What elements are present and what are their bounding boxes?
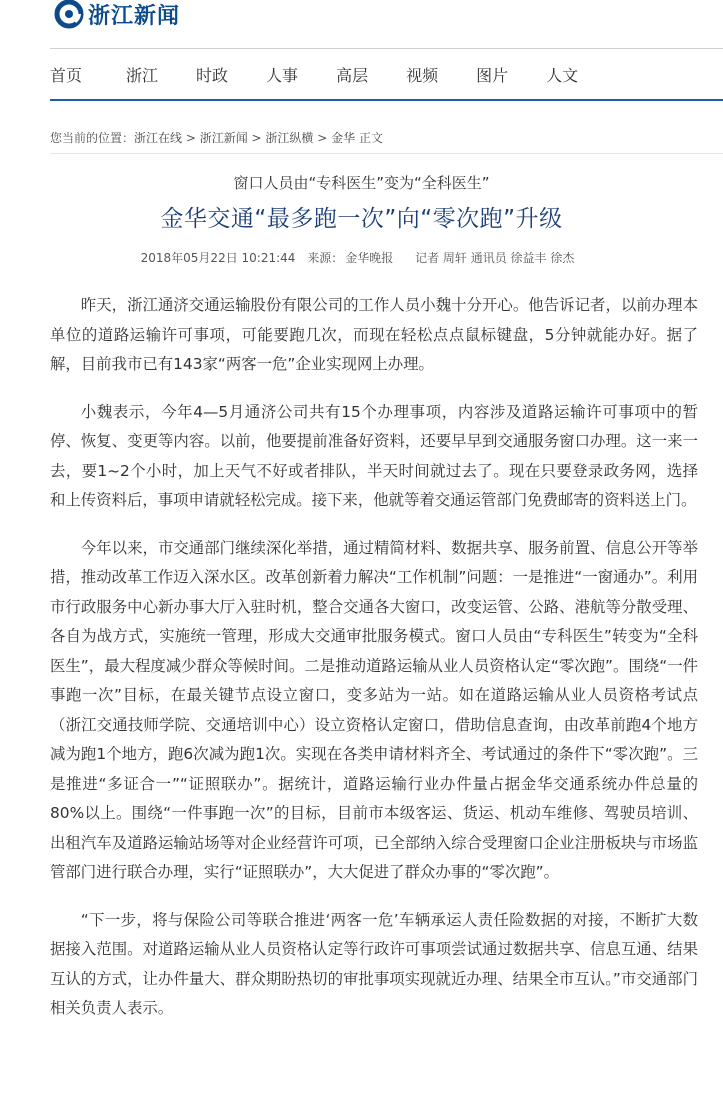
nav-item-home[interactable]: 首页	[50, 66, 83, 85]
breadcrumb-prefix: 您当前的位置：	[50, 131, 135, 145]
article-paragraph: 小魏表示，今年4—5月通济公司共有15个办理事项，内容涉及道路运输许可事项中的暂停、恢复、变更等内容。以前，他要提前准备好资料，还要早早到交通服务窗口办理。这一来一去，要1~2个小时，加上天气不好或者排队，半天时间就过去了。现在只要登录政务网，选择和上传资料后，事项申请就轻松完成。接下来，他就等着交通运管部门免费邮寄的资料送上门。	[50, 402, 698, 509]
article-subtitle: 窗口人员由“专科医生”变为“全科医生”	[233, 174, 490, 192]
breadcrumb	[50, 129, 383, 146]
nav-item-politics[interactable]: 时政	[196, 66, 229, 85]
article-paragraph: 昨天，浙江通济交通运输股份有限公司的工作人员小魏十分开心。他告诉记者，以前办理本单位的道路运输许可事项，可能要跑几次，而现在轻松点点鼠标键盘，5分钟就能办好。据了解，目前我市已有143家“两客一危”企业实现网上办理。	[50, 296, 698, 373]
breadcrumb-current: 正文	[358, 131, 383, 145]
nav-item-zhejiang[interactable]: 浙江	[126, 66, 159, 85]
site-logo[interactable]	[54, 0, 180, 28]
main-nav	[50, 65, 616, 91]
article-paragraph: “下一步，将与保险公司等联合推进‘两客一危’车辆承运人责任险数据的对接，不断扩大数据接入范围。对道路运输从业人员资格认定等行政许可事项尝试通过数据共享、信息互通、结果互认的方式，让办件量大、群众期盼热切的审批事项实现就近办理、结果全市互认。”市交通部门相关负责人表示。	[50, 910, 698, 1017]
breadcrumb-separator: >	[247, 131, 266, 145]
logo-text: 浙江新闻	[88, 3, 181, 29]
breadcrumb-divider	[50, 153, 723, 154]
breadcrumb-item-zjol[interactable]: 浙江在线	[134, 131, 183, 145]
breadcrumb-item-jinhua[interactable]: 金华	[331, 131, 356, 145]
article-source-label: 来源：	[307, 251, 344, 265]
nav-item-photos[interactable]: 图片	[476, 66, 509, 85]
nav-underline	[50, 99, 723, 101]
article-title: 金华交通“最多跑一次”向“零次跑”升级	[160, 206, 563, 232]
nav-item-leadership[interactable]: 高层	[336, 66, 369, 85]
logo-mark-icon	[54, 0, 84, 29]
nav-item-culture[interactable]: 人文	[546, 66, 579, 85]
article-meta	[0, 249, 723, 266]
article-reporter: 记者 周轩 通讯员 徐益丰 徐杰	[415, 251, 575, 265]
breadcrumb-item-zongheng[interactable]: 浙江纵横	[265, 131, 314, 145]
nav-item-personnel[interactable]: 人事	[266, 66, 299, 85]
breadcrumb-item-news[interactable]: 浙江新闻	[199, 131, 248, 145]
header-divider	[50, 48, 723, 49]
article-body	[50, 291, 698, 1042]
article-source: 金华晚报	[345, 251, 394, 265]
nav-item-video[interactable]: 视频	[406, 66, 439, 85]
article-paragraph: 今年以来，市交通部门继续深化举措，通过精简材料、数据共享、服务前置、信息公开等举措，推动改革工作迈入深水区。改革创新着力解决“工作机制”问题：一是推进“一窗通办”。利用市行政服务中心新办事大厅入驻时机，整合交通各大窗口，改变运管、公路、港航等分散受理、各自为战方式，实施统一管理，形成大交通审批服务模式。窗口人员由“专科医生”转变为“全科医生”，最大程度减少群众等候时间。二是推动道路运输从业人员资格认定“零次跑”。围绕“一件事跑一次”目标，在最关键节点设立窗口，变多站为一站。如在道路运输从业人员资格考试点（浙江交通技师学院、交通培训中心）设立资格认定窗口，借助信息查询，由改革前跑4个地方减为跑1个地方，跑6次减为跑1次。实现在各类申请材料齐全、考试通过的条件下“零次跑”。三是推进“多证合一”“证照联办”。据统计，道路运输行业办件量占据金华交通系统办件总量的80%以上。围绕“一件事跑一次”的目标，目前市本级客运、货运、机动车维修、驾驶员培训、出租汽车及道路运输站场等对企业经营许可项，已全部纳入综合受理窗口企业注册板块与市场监管部门进行联合办理，实行“证照联办”，大大促进了群众办事的“零次跑”。	[50, 538, 698, 881]
article-datetime: 2018年05月22日 10:21:44	[140, 251, 296, 265]
breadcrumb-separator: >	[313, 131, 332, 145]
breadcrumb-separator: >	[182, 131, 200, 145]
